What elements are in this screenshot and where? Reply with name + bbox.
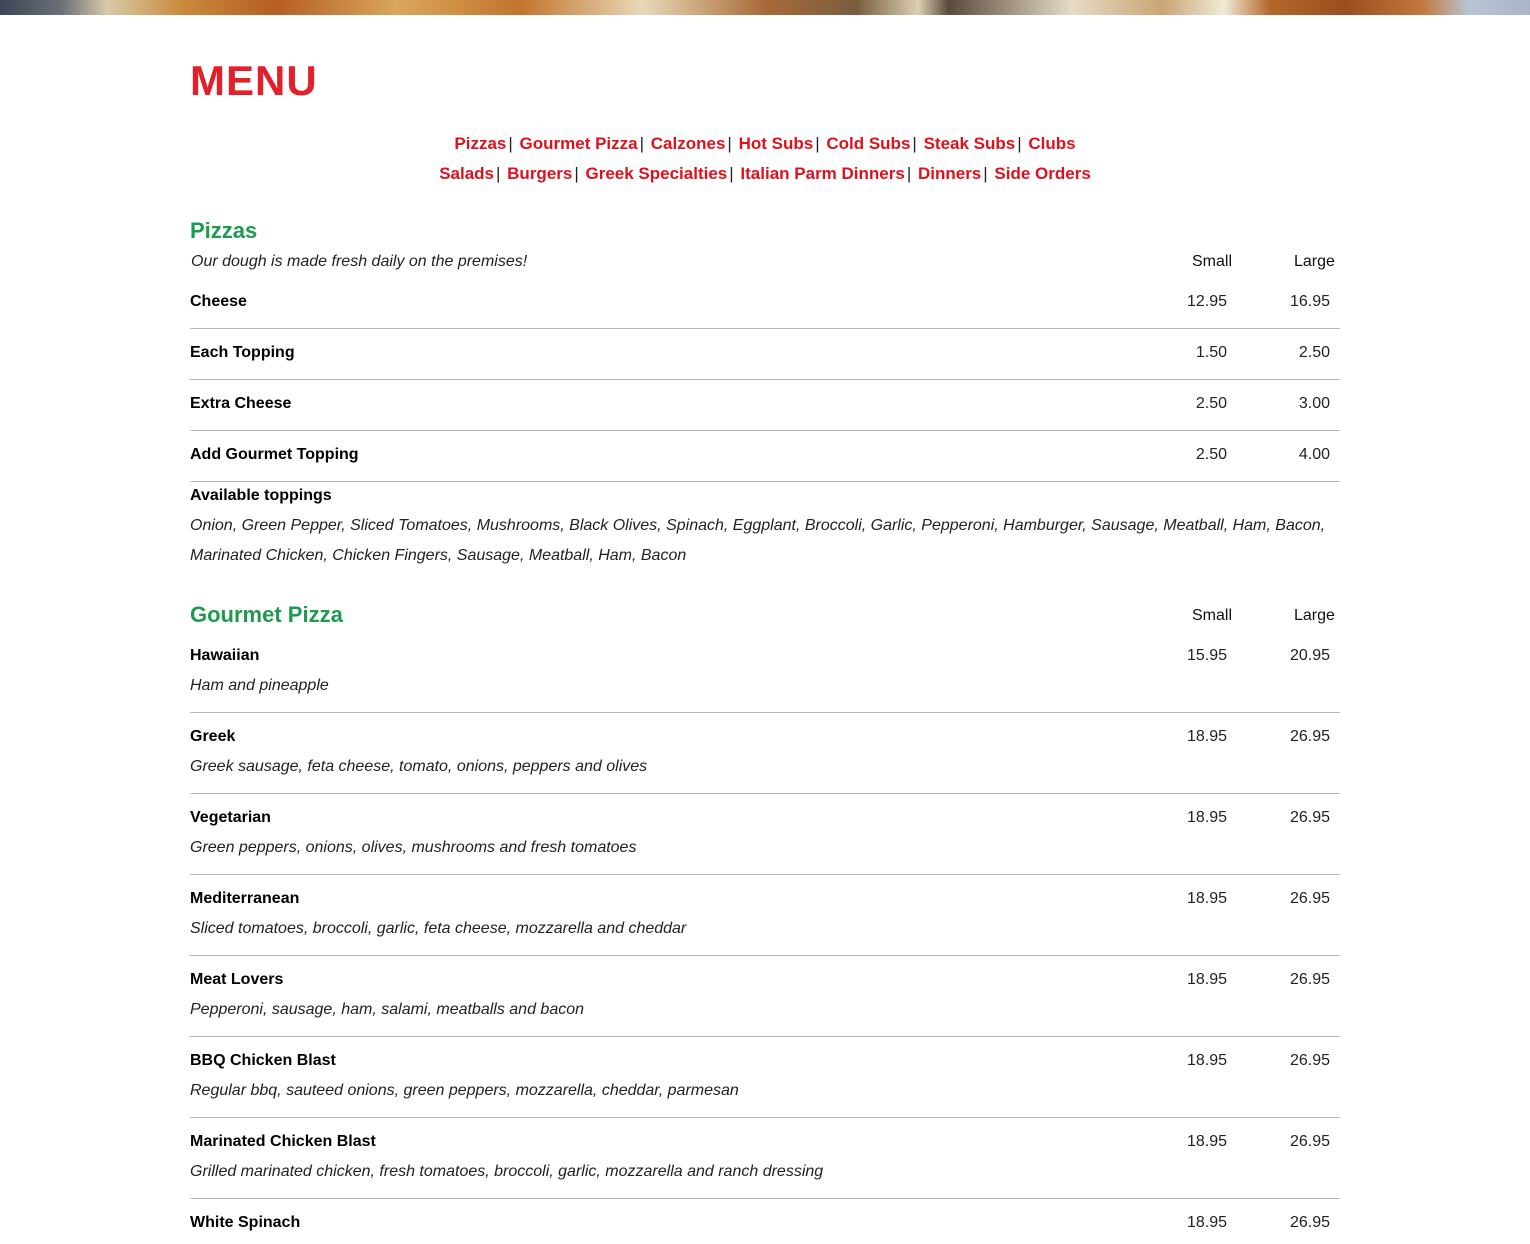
item-name: Greek: [190, 728, 236, 745]
item-price-small: 12.95: [1186, 293, 1227, 310]
item-price-large: 26.95: [1289, 809, 1330, 826]
item-description: Green peppers, onions, olives, mushrooms and fresh tomatoes: [190, 839, 637, 856]
column-header-large: Large: [1294, 253, 1335, 270]
nav-link-greek-specialties[interactable]: Greek Specialties: [585, 164, 728, 183]
section-title-pizzas: Pizzas: [190, 218, 258, 243]
item-name: Meat Lovers: [190, 971, 284, 988]
item-price-large: 26.95: [1289, 1214, 1330, 1231]
item-price-large: 4.00: [1298, 446, 1330, 463]
item-price-large: 16.95: [1289, 293, 1330, 310]
item-price-large: 26.95: [1289, 728, 1330, 745]
nav-link-burgers[interactable]: Burgers: [507, 164, 573, 183]
nav-link-side-orders[interactable]: Side Orders: [994, 164, 1091, 183]
item-price-small: 18.95: [1186, 728, 1227, 745]
nav-link-steak-subs[interactable]: Steak Subs: [923, 134, 1016, 153]
item-name: Mediterranean: [190, 890, 300, 907]
item-description: Pepperoni, sausage, ham, salami, meatballs and bacon: [190, 1001, 585, 1018]
section-subtitle: Our dough is made fresh daily on the premises!: [191, 253, 528, 270]
divider: [190, 328, 1340, 329]
item-description: Ham and pineapple: [190, 677, 329, 694]
item-price-large: 26.95: [1289, 1052, 1330, 1069]
column-header-small: Small: [1192, 607, 1233, 624]
item-price-small: 1.50: [1195, 344, 1227, 361]
item-name: Cheese: [190, 293, 247, 310]
divider: [190, 1117, 1340, 1118]
hero-image: [0, 0, 1530, 15]
item-price-large: 2.50: [1298, 344, 1330, 361]
category-nav: [190, 129, 1340, 189]
nav-link-gourmet-pizza[interactable]: Gourmet Pizza: [519, 134, 638, 153]
divider: [190, 955, 1340, 956]
nav-link-cold-subs[interactable]: Cold Subs: [826, 134, 911, 153]
item-price-large: 26.95: [1289, 971, 1330, 988]
category-nav-row-1: Pizzas | Gourmet Pizza | Calzones | Hot Subs | Cold Subs | Steak Subs | Clubs: [454, 134, 1076, 153]
item-price-large: 26.95: [1289, 890, 1330, 907]
item-name: Each Topping: [190, 344, 295, 361]
item-price-small: 2.50: [1195, 446, 1227, 463]
nav-link-italian-parm-dinners[interactable]: Italian Parm Dinners: [740, 164, 905, 183]
toppings-list: Onion, Green Pepper, Sliced Tomatoes, Mushrooms, Black Olives, Spinach, Eggplant, Broccoli, Garlic, Pepperoni, Hamburger, Sausage, Meatball, Ham, Bacon, Marinated Chicken, Chicken Fingers, Sausage, Meatball, Ham, Bacon: [190, 517, 1326, 564]
item-description: Sliced tomatoes, broccoli, garlic, feta cheese, mozzarella and cheddar: [190, 920, 687, 937]
section-title-gourmet-pizza: Gourmet Pizza: [190, 602, 343, 627]
item-name: Marinated Chicken Blast: [190, 1133, 376, 1150]
item-price-large: 3.00: [1298, 395, 1330, 412]
category-nav-row-2: Salads | Burgers | Greek Specialties | Italian Parm Dinners | Dinners | Side Orders: [439, 164, 1091, 183]
item-price-large: 26.95: [1289, 1133, 1330, 1150]
item-price-small: 18.95: [1186, 890, 1227, 907]
nav-link-clubs[interactable]: Clubs: [1028, 134, 1076, 153]
item-price-small: 18.95: [1186, 1133, 1227, 1150]
item-price-small: 2.50: [1195, 395, 1227, 412]
item-name: Hawaiian: [190, 647, 260, 664]
nav-link-salads[interactable]: Salads: [439, 164, 494, 183]
divider: [190, 1198, 1340, 1199]
column-header-large: Large: [1294, 607, 1335, 624]
item-price-small: 18.95: [1186, 971, 1227, 988]
item-price-small: 15.95: [1186, 647, 1227, 664]
column-header-small: Small: [1192, 253, 1233, 270]
item-name: White Spinach: [190, 1214, 301, 1231]
item-price-small: 18.95: [1186, 1052, 1227, 1069]
item-description: Grilled marinated chicken, fresh tomatoes, broccoli, garlic, mozzarella and ranch dressing: [190, 1163, 824, 1180]
divider: [190, 874, 1340, 875]
item-price-small: 18.95: [1186, 809, 1227, 826]
nav-link-hot-subs[interactable]: Hot Subs: [738, 134, 814, 153]
toppings-label: Available toppings: [190, 487, 332, 504]
item-price-small: 18.95: [1186, 1214, 1227, 1231]
item-name: Vegetarian: [190, 809, 271, 826]
item-description: Regular bbq, sauteed onions, green peppers, mozzarella, cheddar, parmesan: [190, 1082, 739, 1099]
nav-link-pizzas[interactable]: Pizzas: [454, 134, 507, 153]
divider: [190, 430, 1340, 431]
item-name: Add Gourmet Topping: [190, 446, 359, 463]
item-name: Extra Cheese: [190, 395, 292, 412]
divider: [190, 712, 1340, 713]
divider: [190, 793, 1340, 794]
divider: [190, 1036, 1340, 1037]
divider: [190, 379, 1340, 380]
nav-link-calzones[interactable]: Calzones: [650, 134, 726, 153]
nav-link-dinners[interactable]: Dinners: [917, 164, 982, 183]
item-description: Greek sausage, feta cheese, tomato, onions, peppers and olives: [190, 758, 648, 775]
item-price-large: 20.95: [1289, 647, 1330, 664]
divider: [190, 481, 1340, 482]
page-title: MENU: [190, 57, 318, 104]
item-name: BBQ Chicken Blast: [190, 1052, 336, 1069]
